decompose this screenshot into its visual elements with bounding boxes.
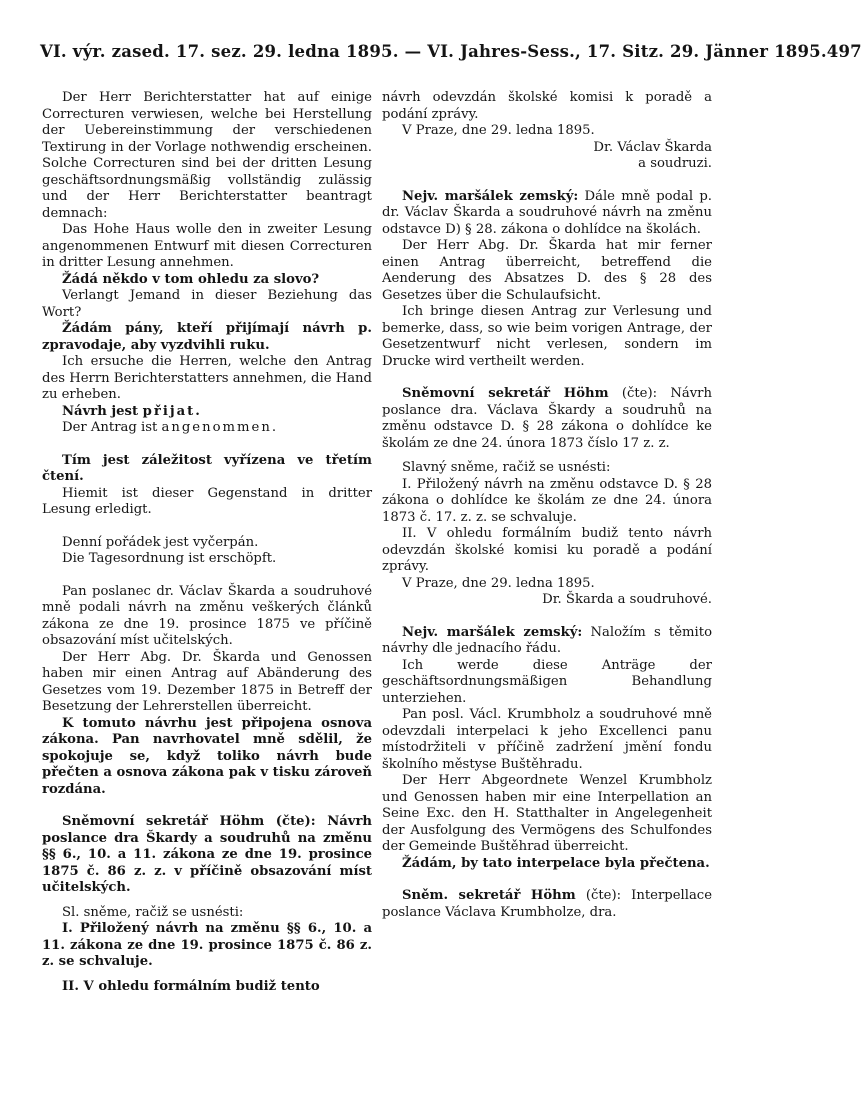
date-line: V Praze, dne 29. ledna 1895. [402,123,595,138]
paragraph: I. Přiložený návrh na změnu §§ 6., 10. a 11. zákona ze dne 19. prosince 1875 č. 86 z. z. se schvaluje. [42,921,372,969]
page-header [40,42,862,61]
paragraph: Der Herr Abg. Dr. Škarda hat mir ferner einen Antrag überreicht, betreffend die Aenderung des Absatzes D. des § 28 des Gesetzes über die Schulaufsicht. [382,238,712,303]
signature: Dr. Škarda a soudruhové. [542,592,712,607]
spacer [382,609,712,625]
speaker-name: Nejv. maršálek zemský: [402,188,579,204]
header-title: VI. výr. zased. 17. sez. 29. ledna 1895. — VI. Jahres-Sess., 17. Sitz. 29. Jänner 1895. [40,42,827,61]
left-column [42,90,372,995]
paragraph: Sněmovní sekretář Höhm (čte): Návrh poslance dra Škardy a soudruhů na změnu §§ 6., 10. a 11. zákona ze dne 19. prosince 1875 č. 86 z. z. v příčině obsazování míst učitelských. [42,814,372,895]
speaker-name: Nejv. maršálek zemský: [402,624,583,640]
paragraph: II. V ohledu formálním budiž tento návrh odevzdán školské komisi ku poradě a podání zprávy. [382,526,712,574]
paragraph: Pan poslanec dr. Václav Škarda a soudruhové mně podali návrh na změnu veškerých článků zákona ze dne 19. prosince 1875 ve příčině obsazování míst učitelských. [42,583,372,648]
speaker-name: Sněmovní sekretář Höhm [402,386,609,401]
paragraph: Der Herr Berichterstatter hat auf einige Correcturen verwiesen, welche bei Herstellung der Uebereinstimmung der verschiedenen Textirung in der Vorlage nothwendig erscheinen. Solche Correcturen sind bei der dritten Lesung geschäftsordnungsmäßig vollständig zulässig und der Herr Berichterstatter beantragt demnach: [42,90,372,221]
spacer [42,437,372,453]
paragraph: I. Přiložený návrh na změnu odstavce D. § 28 zákona o dohlídce ke školám ze dne 24. února 1873 č. 17. z. z. se schvaluje. [382,476,712,525]
paragraph: Slavný sněme, račiž se usnésti: [402,460,611,475]
text-run: Dále mně podal p. dr. Václav Škarda a soudruhové návrh na změnu odstavce D) § 28. zákona o dohlídce na školách. [382,188,712,237]
spacer [42,568,372,584]
paragraph: Denní pořádek jest vyčerpán. [62,534,259,550]
paragraph: návrh odevzdán školské komisi k poradě a podání zprávy. [382,90,712,122]
paragraph [382,625,712,658]
spacer [382,872,712,888]
paragraph: Die Tagesordnung ist erschöpft. [62,551,277,566]
paragraph: Der Herr Abgeordnete Wenzel Krumbholz und Genossen haben mir eine Interpellation an Seine Exc. den H. Statthalter in Angelegenheit der Ausfolgung des Vermögens des Schulfondes der Gemeinde Buštěhrad überreicht. [382,773,712,854]
paragraph: Ich werde diese Anträge der geschäftsordnungsmäßigen Behandlung unterziehen. [382,657,712,706]
paragraph [382,386,712,452]
paragraph: Ich bringe diesen Antrag zur Verlesung und bemerke, dass, so wie beim vorigen Antrage, der Gesetzentwurf nicht verlesen, sondern im Drucke wird vertheilt werden. [382,304,712,369]
paragraph: Ich ersuche die Herren, welche den Antrag des Herrn Berichterstatters annehmen, die Hand zu erheben. [42,354,372,402]
text-run: Naložím s těmito návrhy dle jednacího řádu. [382,624,713,656]
spacer [382,370,712,386]
spacer [42,798,372,814]
paragraph [42,404,372,421]
spacer [42,971,372,979]
paragraph [382,888,712,921]
paragraph: Sl. sněme, račiž se usnésti: [62,904,244,920]
paragraph: Žádá někdo v tom ohledu za slovo? [62,271,320,287]
spacer [42,897,372,905]
paragraph: Žádám, by tato interpelace byla přečtena. [402,855,710,871]
text-run: angenommen. [161,420,279,435]
date-line: V Praze, dne 29. ledna 1895. [402,575,595,591]
paragraph: Žádám pány, kteří přijímají návrh p. zpravodaje, aby vyzdvihli ruku. [42,321,372,353]
text-run: (čte): Interpellace poslance Václava Krumbholze, dra. [382,888,712,920]
paragraph [42,420,372,437]
paragraph: Hiemit ist dieser Gegenstand in dritter Lesung erledigt. [42,485,372,517]
page-number: 497 [826,42,862,61]
paragraph: Verlangt Jemand in dieser Beziehung das Wort? [42,288,372,320]
right-column [382,90,712,921]
signature: a soudruzi. [638,156,712,171]
paragraph: Das Hohe Haus wolle den in zweiter Lesung angenommenen Entwurf mit diesen Correcturen in dritter Lesung annehmen. [42,222,372,270]
paragraph: II. V ohledu formálním budiž tento [62,978,320,994]
text-run: Der Antrag ist [62,420,158,435]
text-run: Návrh jest [62,403,139,419]
spacer [42,519,372,535]
paragraph: Pan posl. Václ. Krumbholz a soudruhové mně odevzdali interpelaci k jeho Excellenci panu místodržiteli v příčině zadržení jmění fondu školního městyse Buštěhradu. [382,707,712,772]
signature: Dr. Václav Škarda [593,139,712,155]
paragraph: Tím jest záležitost vyřízena ve třetím čtení. [42,452,372,484]
speaker-name: Sněm. sekretář Höhm [402,888,576,903]
paragraph: Der Herr Abg. Dr. Škarda und Genossen haben mir einen Antrag auf Abänderung des Gesetzes vom 19. Dezember 1875 in Betreff der Besetzung der Lehrerstellen überreicht. [42,649,372,714]
paragraph: K tomuto návrhu jest připojena osnova zákona. Pan navrhovatel mně sdělil, že spokojuje se, když toliko návrh bude přečten a osnova zákona pak v tisku zároveň rozdána. [42,715,372,797]
spacer [382,173,712,189]
text-run: (čte): Návrh poslance dra. Václava Škardy a soudruhů na změnu odstavce D. § 28 zákona o dohlídce ke školám ze dne 24. února 1873 číslo 17 z. z. [382,386,712,451]
paragraph [382,189,712,239]
text-run: přijat. [142,403,202,419]
spacer [382,452,712,460]
